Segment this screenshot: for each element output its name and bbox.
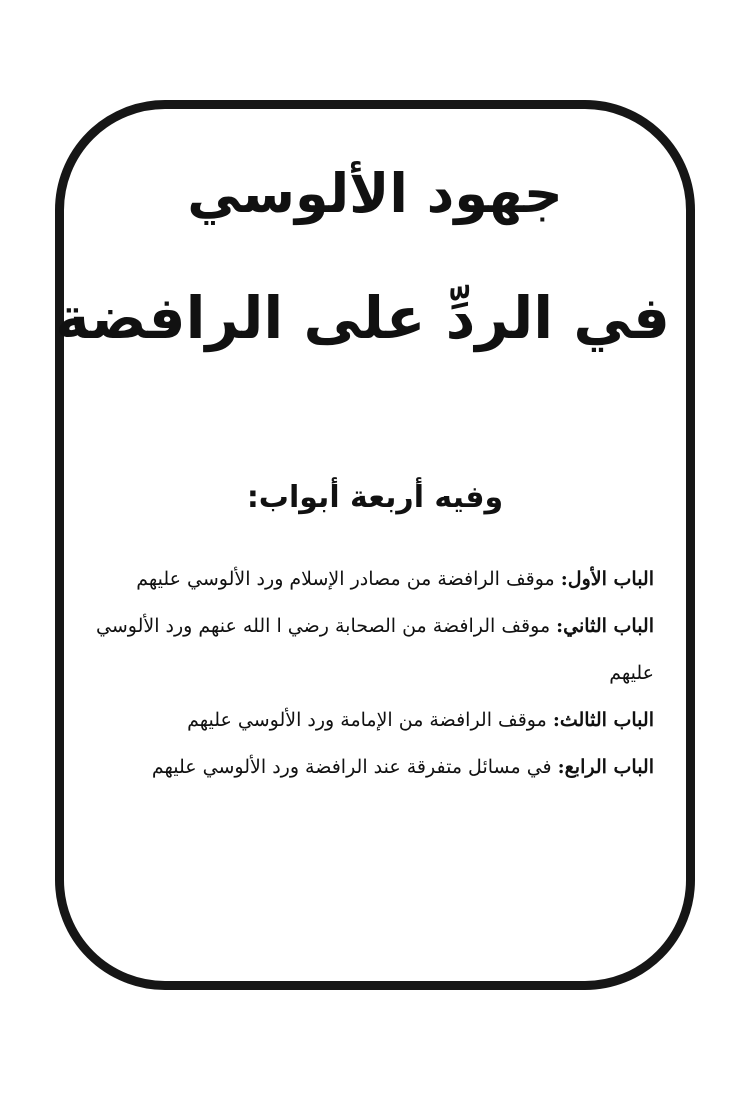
- chapter-3: [96, 697, 654, 744]
- chapter-3-text: موقف الرافضة من الإمامة ورد الألوسي عليهم: [187, 709, 547, 731]
- chapter-2-text: موقف الرافضة من الصحابة رضي ا الله عنهم ورد الألوسي عليهم: [96, 615, 654, 684]
- book-title-line-1: جهود الألوسي: [187, 162, 563, 225]
- chapter-4: [96, 744, 654, 791]
- chapters-heading: وفيه أربعة أبواب:: [246, 480, 504, 515]
- chapter-2: [96, 603, 654, 697]
- book-title-line-2: في الردِّ على الرافضة: [55, 284, 670, 352]
- chapter-1-text: موقف الرافضة من مصادر الإسلام ورد الألوسي عليهم: [136, 568, 555, 590]
- chapter-1-label: الباب الأول:: [560, 568, 654, 590]
- chapter-1: [96, 556, 654, 603]
- chapter-list: [96, 556, 654, 791]
- chapter-2-label: الباب الثاني:: [556, 615, 654, 637]
- chapter-4-text: في مسائل متفرقة عند الرافضة ورد الألوسي عليهم: [151, 756, 552, 778]
- chapter-4-label: الباب الرابع:: [557, 756, 654, 778]
- rounded-border-frame: [55, 100, 695, 990]
- chapter-3-label: الباب الثالث:: [552, 709, 654, 731]
